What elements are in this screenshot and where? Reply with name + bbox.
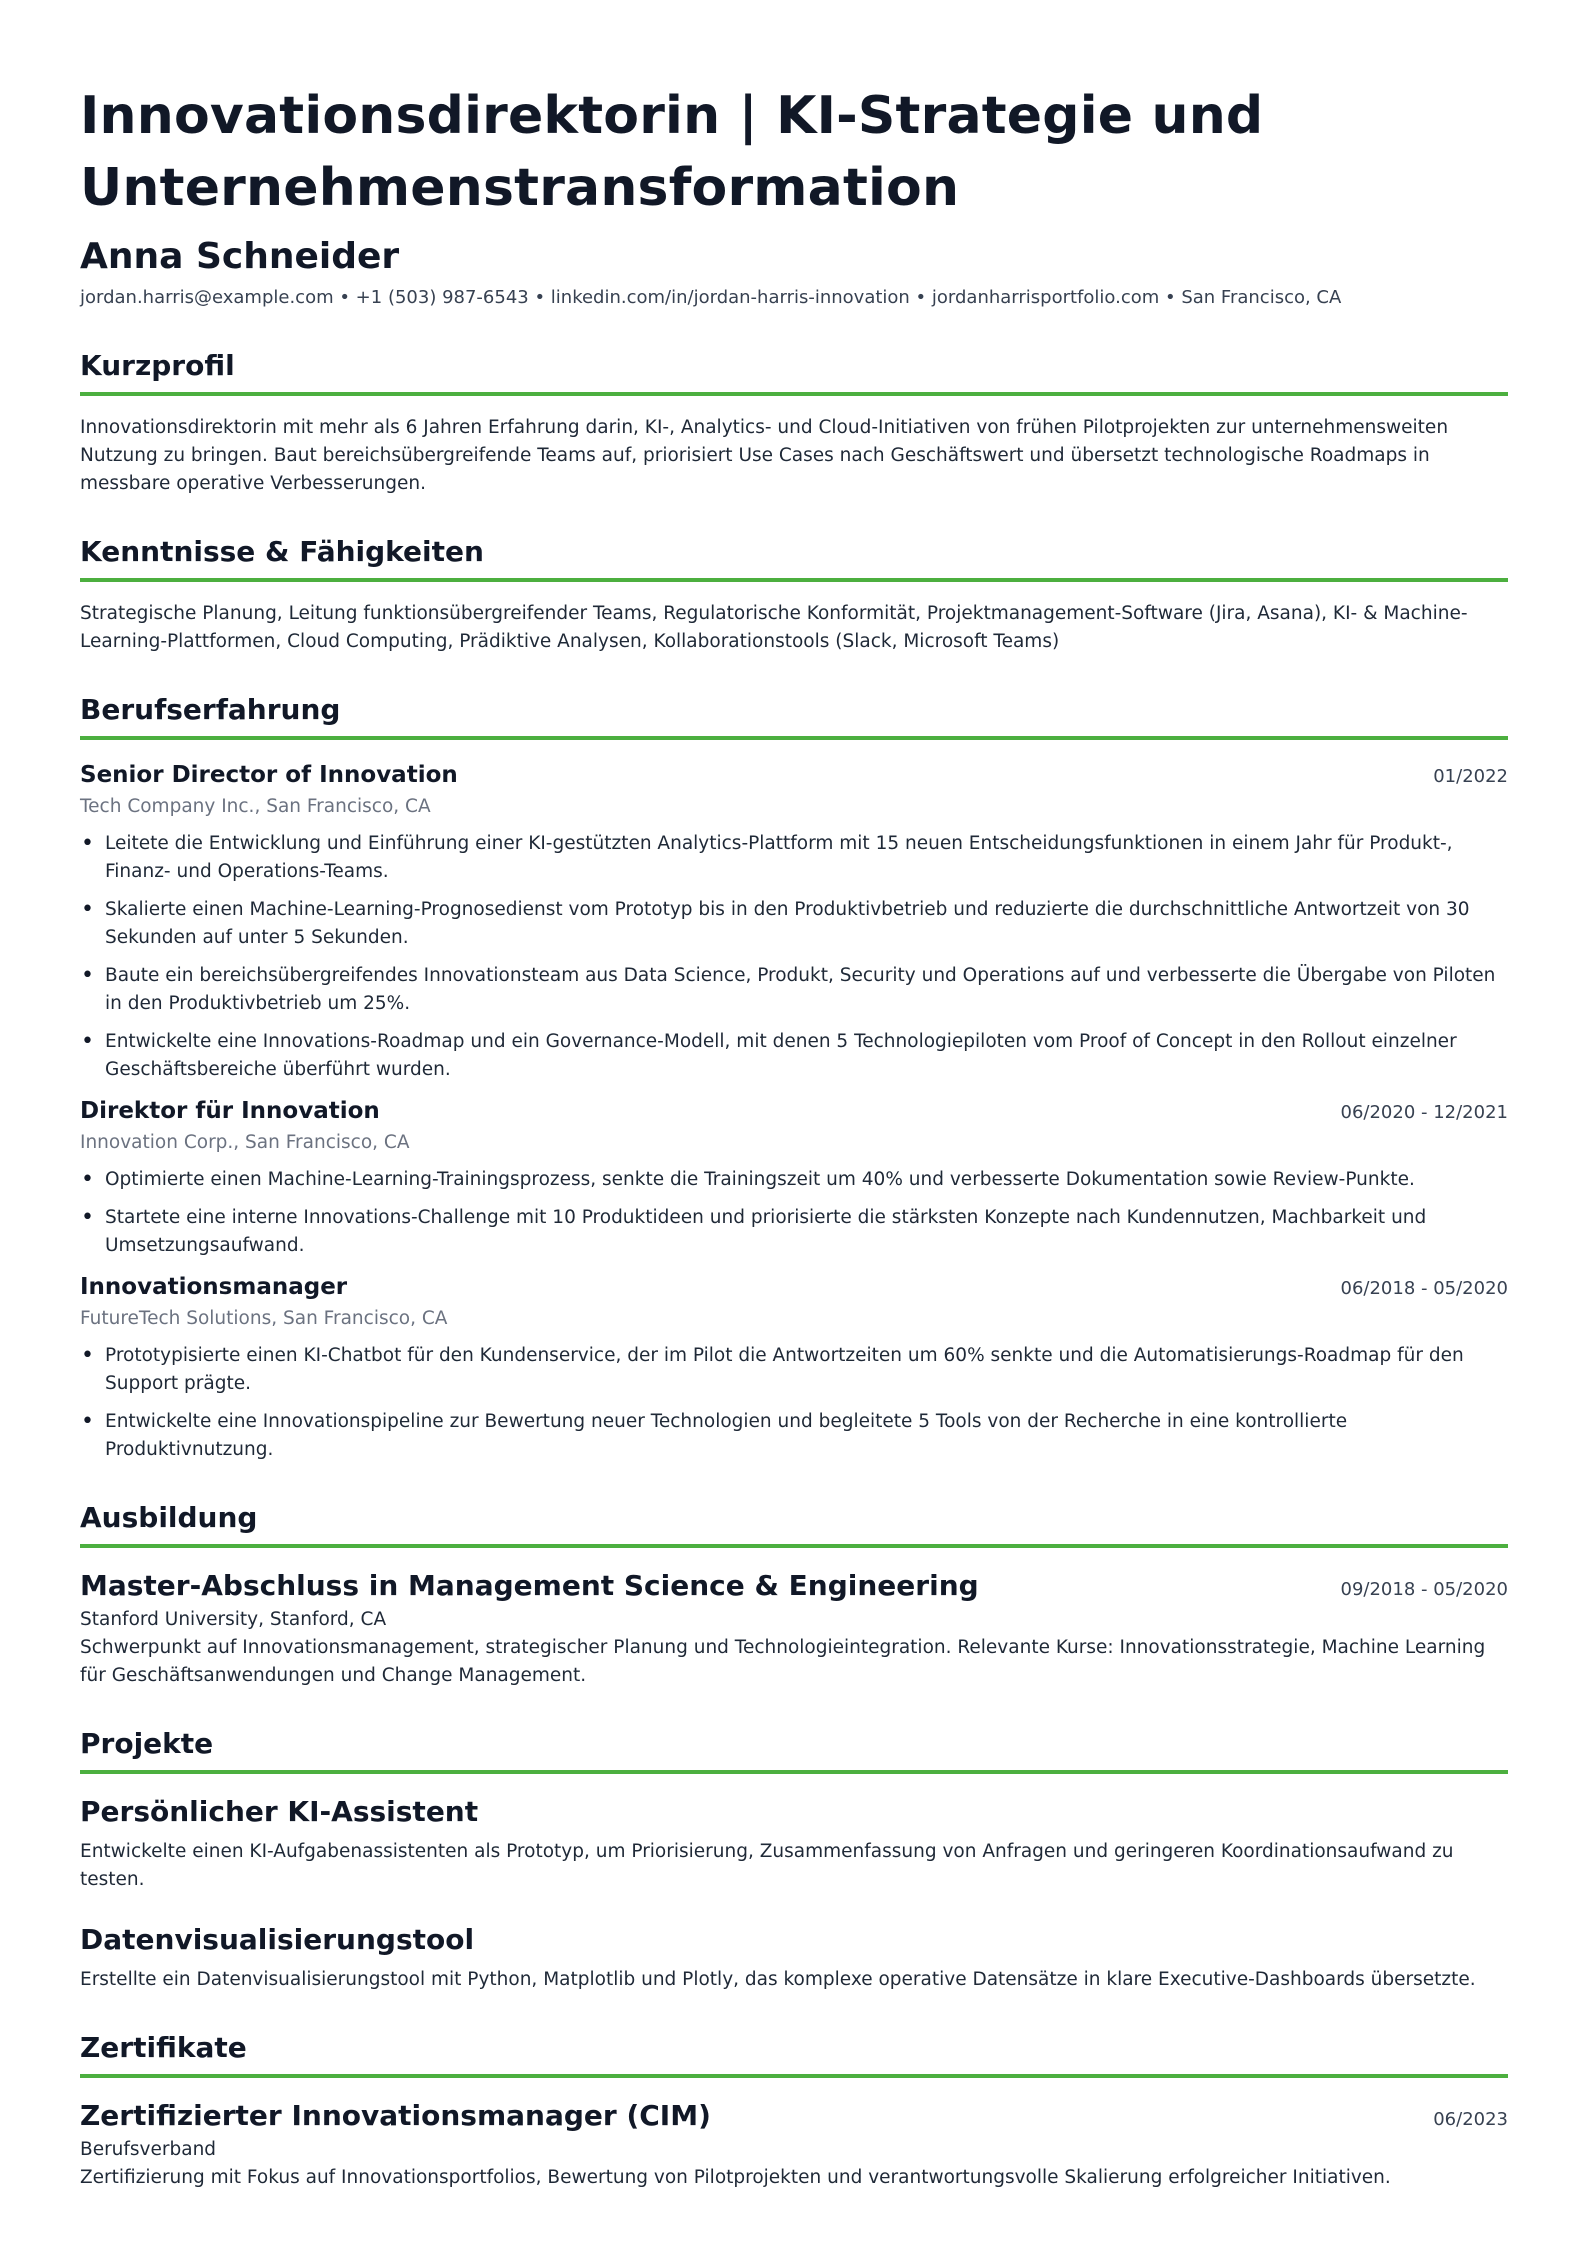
education-institution: Stanford University, Stanford, CA	[80, 1609, 387, 1630]
education-header	[80, 1566, 1508, 1606]
certificate-name: Zertifizierter Innovationsmanager (CIM)	[80, 2099, 711, 2132]
job-header	[80, 1094, 1508, 1128]
job-date: 01/2022	[1433, 766, 1508, 787]
job-entry	[80, 1270, 1508, 1464]
degree-title: Master-Abschluss in Management Science & Engineering	[80, 1569, 979, 1602]
job-bullet: • Skalierte einen Machine-Learning-Prognosedienst vom Prototyp bis in den Produktivbetrieb und reduzierte die durchschnittliche Antwortzeit von 30 Sekunden auf unter 5 Sekunden.	[105, 896, 1508, 952]
job-header	[80, 1270, 1508, 1304]
certificates-section	[80, 2028, 1508, 2192]
project-description: Erstellte ein Datenvisualisierungstool mit Python, Matplotlib und Plotly, das komplexe operative Datensätze in klare Executive-Dashboards übersetzte.	[80, 1969, 1476, 1990]
certificate-issuer: Berufsverband	[80, 2139, 217, 2160]
resume-header	[80, 80, 1508, 312]
headline-line-1: Innovationsdirektorin | KI-Strategie und	[80, 86, 1264, 146]
job-bullet: • Entwickelte eine Innovations-Roadmap und ein Governance-Modell, mit denen 5 Technologiepiloten vom Proof of Concept in den Rollout einzelner Geschäftsbereiche überführt wurden.	[105, 1028, 1508, 1084]
job-bullets	[80, 1342, 1508, 1464]
section-title-summary: Kurzprofil	[80, 346, 1508, 396]
education-description: Schwerpunkt auf Innovationsmanagement, strategischer Planung und Technologieintegration. Relevante Kurse: Innovationsstrategie, Machine Learning für Geschäftsanwendungen und Change Management.	[80, 1637, 1486, 1686]
headline-line-2: Unternehmenstransformation	[80, 158, 960, 218]
job-title: Direktor für Innovation	[80, 1098, 380, 1124]
job-bullet: • Prototypisierte einen KI-Chatbot für den Kundenservice, der im Pilot die Antwortzeiten um 60% senkte und die Automatisierungs-Roadmap für den Support prägte.	[105, 1342, 1508, 1398]
project-title: Datenvisualisierungstool	[80, 1923, 475, 1956]
summary-section	[80, 346, 1508, 498]
job-header	[80, 758, 1508, 792]
job-bullet: • Startete eine interne Innovations-Challenge mit 10 Produktideen und priorisierte die stärksten Konzepte nach Kundennutzen, Machbarkeit und Umsetzungsaufwand.	[105, 1204, 1508, 1260]
job-bullet: • Leitete die Entwicklung und Einführung einer KI-gestützten Analytics-Plattform mit 15 neuen Entscheidungsfunktionen in einem Jahr für Produkt-, Finanz- und Operations-Teams.	[105, 830, 1508, 886]
job-title: Senior Director of Innovation	[80, 762, 458, 788]
skills-section	[80, 532, 1508, 656]
job-bullets	[80, 1166, 1508, 1260]
job-company: Innovation Corp., San Francisco, CA	[80, 1132, 410, 1153]
job-bullet: • Entwickelte eine Innovationspipeline zur Bewertung neuer Technologien und begleitete 5 Tools von der Recherche in eine kontrollierte Produktivnutzung.	[105, 1408, 1508, 1464]
experience-section	[80, 690, 1508, 1464]
education-section	[80, 1498, 1508, 1690]
job-bullets	[80, 830, 1508, 1084]
certificate-description: Zertifizierung mit Fokus auf Innovationsportfolios, Bewertung von Pilotprojekten und verantwortungsvolle Skalierung erfolgreicher Initiativen.	[80, 2167, 1391, 2188]
skills-text: Strategische Planung, Leitung funktionsübergreifender Teams, Regulatorische Konformität, Projektmanagement-Software (Jira, Asana), KI- & Machine-Learning-Plattformen, Cloud Computing, Prädiktive Analysen, Kollaborationstools (Slack, Microsoft Teams)	[80, 603, 1468, 652]
job-bullet: • Baute ein bereichsübergreifendes Innovationsteam aus Data Science, Produkt, Security und Operations auf und verbesserte die Übergabe von Piloten in den Produktivbetrieb um 25%.	[105, 962, 1508, 1018]
section-title-projects: Projekte	[80, 1724, 1508, 1774]
candidate-name: Anna Schneider	[80, 236, 400, 277]
summary-text: Innovationsdirektorin mit mehr als 6 Jahren Erfahrung darin, KI-, Analytics- und Cloud-Initiativen von frühen Pilotprojekten zur unternehmensweiten Nutzung zu bringen. Baut bereichsübergreifende Teams auf, priorisiert Use Cases nach Geschäftswert und übersetzt technologische Roadmaps in messbare operative Verbesserungen.	[80, 417, 1449, 494]
job-entry	[80, 1094, 1508, 1260]
project-entry	[80, 1920, 1508, 1994]
certificate-date: 06/2023	[1433, 2109, 1508, 2130]
projects-section	[80, 1724, 1508, 1994]
project-title: Persönlicher KI-Assistent	[80, 1795, 479, 1828]
education-date: 09/2018 - 05/2020	[1340, 1579, 1508, 1600]
section-title-certificates: Zertifikate	[80, 2028, 1508, 2078]
section-title-skills: Kenntnisse & Fähigkeiten	[80, 532, 1508, 582]
certificate-header	[80, 2096, 1508, 2136]
job-title: Innovationsmanager	[80, 1274, 348, 1300]
headline	[80, 80, 1508, 224]
job-entry	[80, 758, 1508, 1084]
section-title-experience: Berufserfahrung	[80, 690, 1508, 740]
contact-line: jordan.harris@example.com • +1 (503) 987-6543 • linkedin.com/in/jordan-harris-innovation • jordanharrisportfolio.com • San Francisco, CA	[80, 287, 1342, 308]
job-date: 06/2020 - 12/2021	[1340, 1102, 1508, 1123]
job-date: 06/2018 - 05/2020	[1340, 1278, 1508, 1299]
job-bullet: • Optimierte einen Machine-Learning-Trainingsprozess, senkte die Trainingszeit um 40% und verbesserte Dokumentation sowie Review-Punkte.	[105, 1166, 1508, 1194]
job-company: FutureTech Solutions, San Francisco, CA	[80, 1308, 448, 1329]
section-title-education: Ausbildung	[80, 1498, 1508, 1548]
project-entry	[80, 1792, 1508, 1894]
job-company: Tech Company Inc., San Francisco, CA	[80, 796, 431, 817]
project-description: Entwickelte einen KI-Aufgabenassistenten als Prototyp, um Priorisierung, Zusammenfassung von Anfragen und geringeren Koordinationsaufwand zu testen.	[80, 1841, 1454, 1890]
